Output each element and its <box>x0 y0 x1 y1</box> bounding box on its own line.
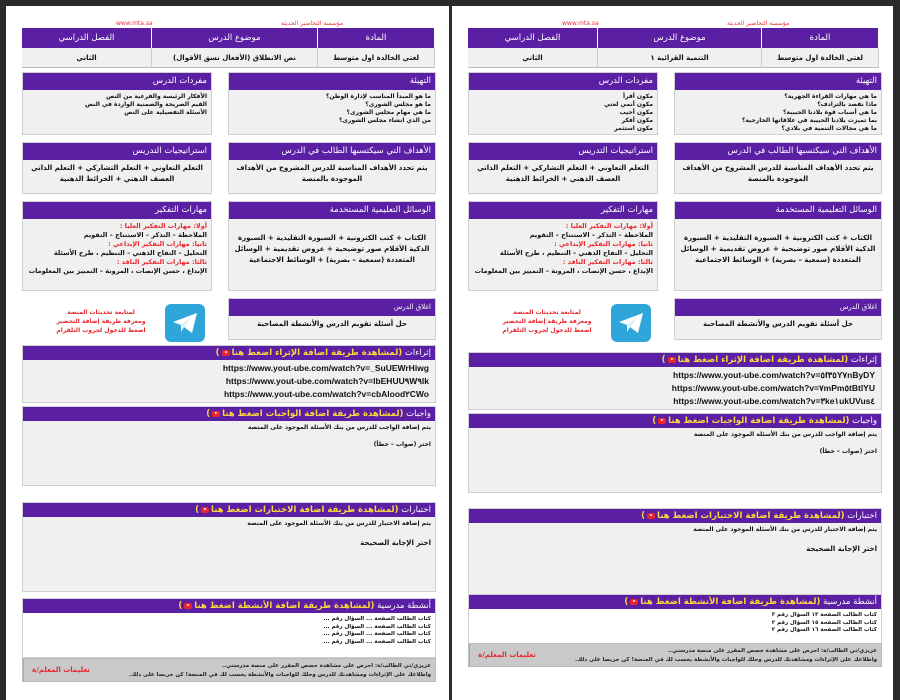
section-title: اغلاق الدرس <box>675 299 881 316</box>
thinking-list <box>469 219 657 279</box>
notes-line: عزيزي/تي الطالب/ة: احرص على مشاهدة حصص المقرر على منصة مدرستي.. <box>221 663 431 669</box>
promo-line: اضغط للدخول لجروب التلقرام <box>502 327 592 334</box>
section-title: الأهداف التي سيكتسبها الطالب في الدرس <box>675 143 881 160</box>
subject-label: المادة <box>762 28 879 48</box>
tests-type: اختر الإجابة الصحيحة <box>360 539 431 547</box>
section-title <box>23 599 435 613</box>
warmup-item: ما هو مجلس الشورى؟ <box>365 101 431 108</box>
section-title: الأهداف التي سيكتسبها الطالب في الدرس <box>229 143 435 160</box>
vocab-list <box>469 90 657 136</box>
section-title <box>23 346 435 360</box>
telegram-promo-text[interactable] <box>502 308 592 335</box>
section-title: اغلاق الدرس <box>229 299 435 316</box>
homework-title: واجبات <box>406 409 431 419</box>
thinking-text: الإبداع ، حسن الإنصات ، المرونة – التمييز بين المعلومات <box>28 267 207 275</box>
activities-section <box>22 598 436 658</box>
site-url[interactable]: www.mta.sa <box>562 20 599 27</box>
section-title <box>469 509 881 523</box>
thinking-text: التحليل – التفاح الذهني – التنظيم ، طرح الأسئلة <box>499 249 653 257</box>
vocab-item: الأسئلة التفصيلية على النص <box>124 109 207 116</box>
thinking-heading: ثالثا: مهارات التفكير الناقد : <box>562 258 653 266</box>
section-title: مهارات التفكير <box>469 202 657 219</box>
tests-section <box>468 508 882 598</box>
tests-text: يتم إضافة الاختبار للدرس من بنك الأسئلة الموجود على المنصة <box>247 520 431 527</box>
vocab-item: مكون أفكر <box>621 117 653 124</box>
notes-line: واطلاعك على الإثراءات ومشاهدتك للدرس وحلك للواجبات والأنشطة يحسب لك في المنصة! كن حريصا على ذلك. <box>129 672 431 678</box>
notes-line: عزيزي/تي الطالب/ة: احرص على مشاهدة حصص المقرر على منصة مدرستي.. <box>667 648 877 654</box>
section-title: مفردات الدرس <box>469 73 657 90</box>
youtube-icon <box>647 513 655 519</box>
document-page <box>452 6 893 700</box>
warmup-list <box>229 90 435 128</box>
thinking-skills-section <box>22 201 212 291</box>
activity-item: كتاب الطالب الصفحة ... السؤال رقم ... <box>323 616 431 622</box>
term-label: الفصل الدراسي <box>22 28 152 48</box>
telegram-promo-text[interactable] <box>56 308 146 335</box>
teacher-notes-label: تعليمات المعلم/ة <box>469 644 544 666</box>
strategies-section <box>22 142 212 194</box>
section-title: الوسائل التعليمية المستخدمة <box>229 202 435 219</box>
thinking-heading: ثالثا: مهارات التفكير الناقد : <box>116 258 207 266</box>
goals-section <box>674 142 882 194</box>
tests-help-link[interactable]: (لمشاهدة طريقة اضافة الاختبارات اضغط هنا) <box>641 511 845 521</box>
tools-text: الكتاب + كتب الكترونية + السبورة التقليدية + السبورة الذكية الأقلام صور توضيحية + عروض تقديمية + الوسائل المتعددة (سمعية – بصرية) + الوسائط الاجتماعية <box>680 234 876 264</box>
goals-section <box>228 142 436 194</box>
video-link[interactable]: https://www.yout-ube.com/watch?v=٣ke١ukUVus٤ <box>673 396 875 406</box>
vocab-section <box>468 72 658 135</box>
activity-item: كتاب الطالب الصفحة ... السؤال رقم ... <box>323 638 431 645</box>
goals-text: يتم تحدد الأهداف المناسبة للدرس المشروح من الأهداف الموجودة بالمنصة <box>236 164 428 183</box>
warmup-item: ما هي مهام مجلس الشورى؟ <box>346 109 431 116</box>
youtube-icon <box>668 357 676 363</box>
thinking-heading: أولا: مهارات التفكير العليا : <box>119 222 207 230</box>
teacher-notes-text <box>98 659 435 681</box>
tests-type: اختر الإجابة الصحيحة <box>806 545 877 553</box>
activity-item: كتاب الطالب الصفحة ... السؤال رقم ... <box>323 631 431 637</box>
promo-line: ومعرفة طريقة إضافة التحضير <box>502 318 592 325</box>
strategies-section <box>468 142 658 194</box>
vocab-item: القيم الصريحة والضمنية الواردة في النص <box>84 101 207 108</box>
tools-section <box>674 201 882 291</box>
section-title <box>23 407 435 421</box>
activity-item: كتاب الطالب الصفحة ١٣ السؤال رقم ٣ <box>771 612 877 618</box>
vocab-item: مكون أقرأ <box>623 93 653 100</box>
enrichment-title: إثراءات <box>850 355 877 365</box>
enrichment-section <box>22 345 436 403</box>
section-title: استراتيجيات التدريس <box>469 143 657 160</box>
section-title: استراتيجيات التدريس <box>23 143 211 160</box>
video-link[interactable]: https://www.yout-ube.com/watch?v=_SuUEWrHiwg <box>222 363 429 373</box>
activities-section <box>468 594 882 644</box>
warmup-item: ما هو المبدأ المناسب لإدارة الوطن؟ <box>325 93 431 100</box>
teacher-notes <box>468 643 882 667</box>
notes-line: واطلاعك على الإثراءات ومشاهدتك للدرس وحلك للواجبات والأنشطة يحسب لك في المنصة! كن حريصا على ذلك. <box>575 657 877 663</box>
section-title: الوسائل التعليمية المستخدمة <box>675 202 881 219</box>
lesson-header-table <box>468 28 879 68</box>
teacher-notes <box>22 658 436 682</box>
tests-title: اختبارات <box>401 505 431 515</box>
thinking-text: التحليل – التفاح الذهني – التنظيم ، طرح الأسئلة <box>53 249 207 257</box>
thinking-heading: أولا: مهارات التفكير العليا : <box>565 222 653 230</box>
homework-text: يتم إضافة الواجب للدرس من بنك الأسئلة الموجود على المنصة <box>247 424 431 431</box>
telegram-icon <box>618 312 644 334</box>
term-value: الثاني <box>468 48 598 68</box>
section-title: مهارات التفكير <box>23 202 211 219</box>
warmup-list <box>675 90 881 136</box>
telegram-icon <box>172 312 198 334</box>
section-title: مفردات الدرس <box>23 73 211 90</box>
tools-section <box>228 201 436 291</box>
video-link[interactable]: https://www.yout-ube.com/watch?v=٧mPm٥tBtlYU <box>671 383 875 393</box>
enrichment-help-link[interactable]: (لمشاهدة طريقة اضافة الإثراء اضغط هنا) <box>661 355 849 365</box>
enrichment-help-link[interactable]: (لمشاهدة طريقة اضافة الإثراء اضغط هنا) <box>215 348 403 358</box>
closing-text: حل أسئلة تقويم الدرس والأنشطة المصاحبة <box>257 320 407 328</box>
teacher-notes-label: تعليمات المعلم/ة <box>23 659 98 681</box>
section-title <box>469 353 881 367</box>
thinking-heading: ثانيا: مهارات التفكير الإبداعي : <box>108 240 207 248</box>
warmup-item: بما تميزت بلادنا الحبيبة في علاقاتها الخارجية؟ <box>741 117 877 124</box>
thinking-text: الملاحظة – التذكر – الاستنتاج – التقويم <box>529 231 653 239</box>
closing-section <box>228 298 436 340</box>
document-page <box>6 6 449 700</box>
tests-help-link[interactable]: (لمشاهدة طريقة اضافة الاختبارات اضغط هنا) <box>195 505 399 515</box>
promo-line: اضغط للدخول لجروب التلقرام <box>56 327 146 334</box>
homework-section <box>468 413 882 493</box>
topic-value: التنمية القرائية ١ <box>598 48 762 68</box>
org-name: مؤسسة التحاضير الحديثة <box>281 20 344 27</box>
telegram-button[interactable] <box>611 304 651 342</box>
tests-text: يتم إضافة الاختبار للدرس من بنك الأسئلة الموجود على المنصة <box>693 526 877 533</box>
vocab-section <box>22 72 212 135</box>
section-title <box>23 503 435 517</box>
warmup-section <box>674 72 882 135</box>
thinking-text: الملاحظة – التذكر – الاستنتاج – التقويم <box>83 231 207 239</box>
youtube-icon <box>184 603 192 609</box>
strategies-text: التعلم التعاوني + التعلم التشاركي + التعلم الذاتي العصف الذهني + الخرائط الذهنية <box>477 164 649 183</box>
strategies-text: التعلم التعاوني + التعلم التشاركي + التعلم الذاتي العصف الذهني + الخرائط الذهنية <box>31 164 203 183</box>
goals-text: يتم تحدد الأهداف المناسبة للدرس المشروح من الأهداف الموجودة بالمنصة <box>682 164 874 183</box>
term-value: الثاني <box>22 48 152 68</box>
enrichment-title: إثراءات <box>404 348 431 358</box>
tests-section <box>22 502 436 592</box>
section-title: التهيئة <box>675 73 881 90</box>
enrichment-links <box>469 367 881 410</box>
promo-line: ومعرفة طريقة إضافة التحضير <box>56 318 146 325</box>
youtube-icon <box>212 411 220 417</box>
org-name: مؤسسة التحاضير الحديثة <box>727 20 790 27</box>
youtube-icon <box>658 418 666 424</box>
vocab-item: مكون استثمر <box>614 125 653 132</box>
warmup-item: ما هي أسباب قوة بلادنا الحبيبة؟ <box>782 109 877 116</box>
site-url[interactable]: www.mta.sa <box>116 20 153 27</box>
thinking-skills-section <box>468 201 658 291</box>
homework-section <box>22 406 436 486</box>
video-link[interactable]: https://www.yout-ube.com/watch?v=cbAlood٢CWo <box>223 389 429 399</box>
homework-text: يتم إضافة الواجب للدرس من بنك الأسئلة الموجود على المنصة <box>693 431 877 438</box>
section-title: التهيئة <box>229 73 435 90</box>
activity-item: كتاب الطالب الصفحة ١٦ السؤال رقم ٢ <box>771 627 877 633</box>
enrichment-links <box>23 360 435 403</box>
lesson-header-table <box>22 28 435 68</box>
section-title <box>469 595 881 609</box>
vocab-item: مكون أجيب <box>619 109 653 116</box>
topic-value: نص الانطلاق (الأفعال نسق الأقوال) <box>152 48 318 68</box>
homework-title: واجبات <box>852 416 877 426</box>
homework-help-link[interactable]: (لمشاهدة طريقة اضافة الواجبات اضغط هنا) <box>652 416 850 426</box>
activities-list <box>469 609 881 638</box>
activities-title: أنشطة مدرسية <box>377 601 431 611</box>
thinking-heading: ثانيا: مهارات التفكير الإبداعي : <box>554 240 653 248</box>
warmup-item: ما هي مجالات التنمية في بلادي؟ <box>781 125 877 132</box>
term-label: الفصل الدراسي <box>468 28 598 48</box>
activities-help-link[interactable]: (لمشاهدة طريقة اضافة الأنشطة اضغط هنا) <box>178 601 375 611</box>
thinking-text: الإبداع ، حسن الإنصات ، المرونة – التمييز بين المعلومات <box>474 267 653 275</box>
tools-text: الكتاب + كتب الكترونية + السبورة التقليدية + السبورة الذكية الأقلام صور توضيحية + عروض تقديمية + الوسائل المتعددة (سمعية – بصرية) + الوسائط الاجتماعية <box>234 234 430 264</box>
youtube-icon <box>222 350 230 356</box>
topic-label: موضوع الدرس <box>598 28 762 48</box>
enrichment-section <box>468 352 882 410</box>
closing-section <box>674 298 882 340</box>
subject-value: لغتي الخالدة اول متوسط <box>762 48 879 68</box>
vocab-item: مكون أنمي لغتي <box>604 101 653 108</box>
youtube-icon <box>630 599 638 605</box>
tests-title: اختبارات <box>847 511 877 521</box>
topic-label: موضوع الدرس <box>152 28 318 48</box>
homework-help-link[interactable]: (لمشاهدة طريقة اضافة الواجبات اضغط هنا) <box>206 409 404 419</box>
vocab-item: الأفكار الرئيسة والفرعية من النص <box>106 93 207 100</box>
activities-title: أنشطة مدرسية <box>823 597 877 607</box>
teacher-notes-text <box>544 644 881 666</box>
warmup-section <box>228 72 436 135</box>
activities-list <box>23 613 435 649</box>
warmup-item: من الذي انشاء مجلس الشورى؟ <box>338 117 431 124</box>
thinking-list <box>23 219 211 279</box>
promo-line: لمتابعة تحديثات المنصة <box>513 309 581 316</box>
telegram-button[interactable] <box>165 304 205 342</box>
activities-help-link[interactable]: (لمشاهدة طريقة اضافة الأنشطة اضغط هنا) <box>624 597 821 607</box>
warmup-item: ما هي مهارات القراءة الجهرية؟ <box>784 93 877 100</box>
subject-value: لغتي الخالدة اول متوسط <box>318 48 435 68</box>
closing-text: حل أسئلة تقويم الدرس والأنشطة المصاحبة <box>703 320 853 328</box>
homework-type: اختر (صواب – خطأ) <box>819 448 877 455</box>
vocab-list <box>23 90 211 120</box>
promo-line: لمتابعة تحديثات المنصة <box>67 309 135 316</box>
youtube-icon <box>201 507 209 513</box>
subject-label: المادة <box>318 28 435 48</box>
activity-item: كتاب الطالب الصفحة ١٥ السؤال رقم ٢ <box>771 619 877 626</box>
video-link[interactable]: https://www.yout-ube.com/watch?v=٥f٣٥Y٧nByDY <box>673 370 875 380</box>
activity-item: كتاب الطالب الصفحة ... السؤال رقم ... <box>323 623 431 630</box>
homework-type: اختر (صواب – خطأ) <box>373 441 431 448</box>
section-title <box>469 414 881 428</box>
warmup-item: ماذا نقصد بالترادف؟ <box>817 101 877 108</box>
video-link[interactable]: https://www.yout-ube.com/watch?v=lbEHUU٩W٩lk <box>225 376 429 386</box>
